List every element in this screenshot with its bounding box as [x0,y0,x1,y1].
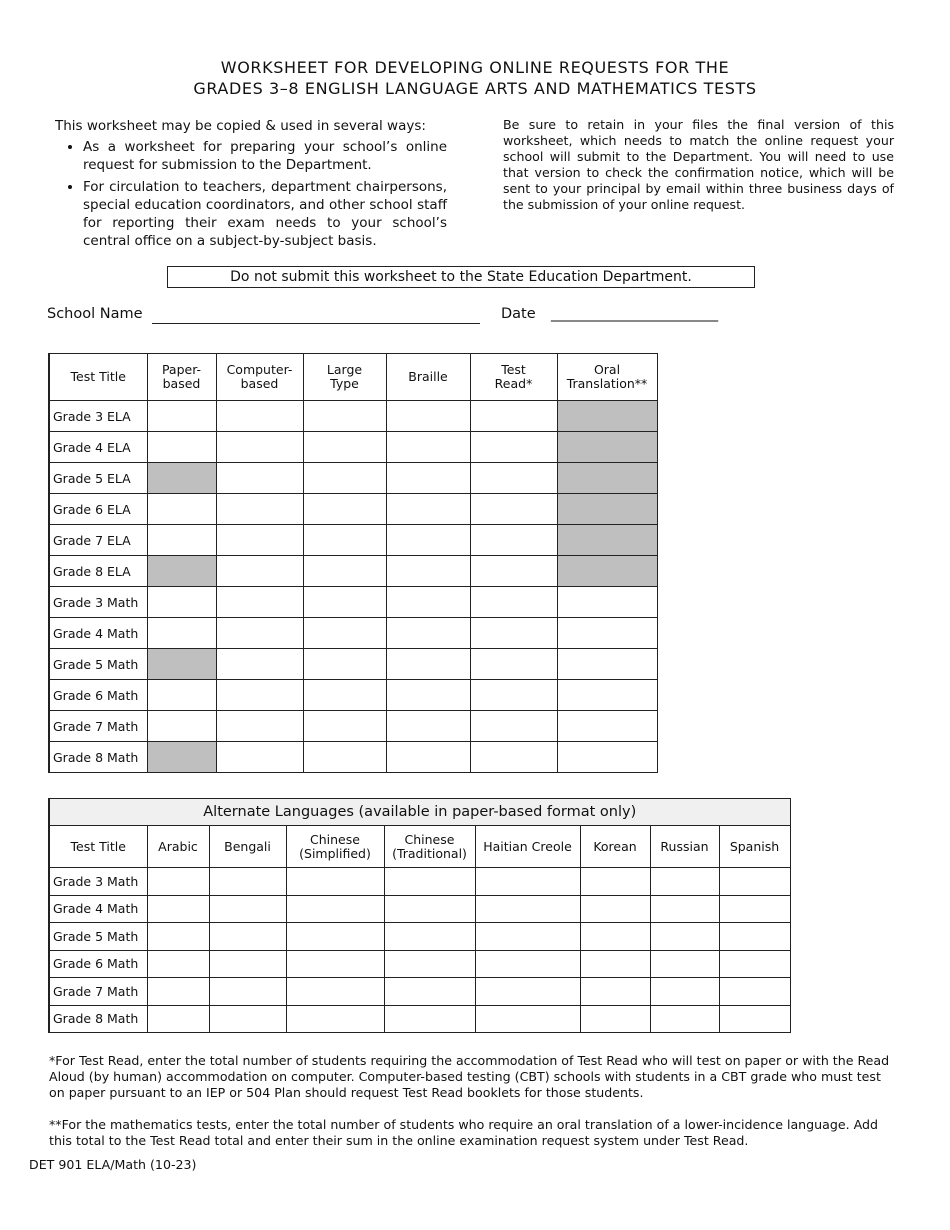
entry-cell[interactable] [719,868,790,896]
entry-cell[interactable] [216,711,303,742]
entry-cell[interactable] [386,494,470,525]
entry-cell[interactable] [386,463,470,494]
entry-cell[interactable] [470,463,557,494]
entry-cell[interactable] [475,923,580,951]
table-row [49,950,790,978]
entry-cell[interactable] [216,680,303,711]
entry-cell[interactable] [216,525,303,556]
entry-cell[interactable] [470,618,557,649]
entry-cell[interactable] [470,680,557,711]
entry-cell[interactable] [557,711,657,742]
entry-cell[interactable] [303,742,386,773]
entry-cell[interactable] [557,742,657,773]
do-not-submit-notice: Do not submit this worksheet to the State Education Department. [167,266,755,288]
table-row [49,711,657,742]
row-title: Grade 8 Math [49,1005,147,1033]
entry-cell[interactable] [386,742,470,773]
entry-cell[interactable] [286,950,384,978]
entry-cell[interactable] [475,950,580,978]
entry-cell[interactable] [470,525,557,556]
shaded-cell [147,649,216,680]
entry-cell[interactable] [303,401,386,432]
entry-cell[interactable] [147,1005,209,1033]
form-code: DET 901 ELA/Math (10-23) [29,1157,197,1172]
shaded-cell [557,432,657,463]
shaded-cell [557,401,657,432]
entry-cell[interactable] [470,401,557,432]
school-name-label: School Name [47,306,143,322]
worksheet-title [0,57,950,99]
entry-cell[interactable] [216,494,303,525]
entry-cell[interactable] [386,401,470,432]
entry-cell[interactable] [303,711,386,742]
table-row [49,742,657,773]
entry-cell[interactable] [303,680,386,711]
column-header: Test Title [49,826,147,868]
entry-cell[interactable] [557,649,657,680]
entry-cell[interactable] [147,432,216,463]
column-header: Paper- based [147,354,216,401]
table-row [49,556,657,587]
entry-cell[interactable] [580,978,650,1006]
entry-cell[interactable] [209,1005,286,1033]
row-title: Grade 5 ELA [49,463,147,494]
entry-cell[interactable] [470,649,557,680]
entry-cell[interactable] [386,680,470,711]
column-header: Braille [386,354,470,401]
table-row [49,978,790,1006]
row-title: Grade 3 Math [49,868,147,896]
column-header: Bengali [209,826,286,868]
entry-cell[interactable] [303,525,386,556]
row-title: Grade 7 ELA [49,525,147,556]
row-title: Grade 8 Math [49,742,147,773]
entry-cell[interactable] [719,895,790,923]
entry-cell[interactable] [286,895,384,923]
entry-cell[interactable] [147,950,209,978]
entry-cell[interactable] [470,587,557,618]
table-row [49,401,657,432]
table-row [49,494,657,525]
entry-cell[interactable] [580,868,650,896]
entry-cell[interactable] [147,401,216,432]
table-row [49,1005,790,1033]
table-row [49,525,657,556]
row-title: Grade 4 ELA [49,432,147,463]
entry-cell[interactable] [384,950,475,978]
column-header: Large Type [303,354,386,401]
entry-cell[interactable] [384,868,475,896]
entry-cell[interactable] [719,950,790,978]
table-header-row [49,354,657,401]
entry-cell[interactable] [650,978,719,1006]
column-header: Test Read* [470,354,557,401]
row-title: Grade 6 Math [49,680,147,711]
entry-cell[interactable] [209,978,286,1006]
column-header: Computer- based [216,354,303,401]
row-title: Grade 6 ELA [49,494,147,525]
row-title: Grade 6 Math [49,950,147,978]
table-row [49,432,657,463]
table-row [49,868,790,896]
entry-cell[interactable] [147,680,216,711]
row-title: Grade 4 Math [49,618,147,649]
entry-cell[interactable] [719,923,790,951]
entry-cell[interactable] [147,923,209,951]
entry-cell[interactable] [303,556,386,587]
test-request-table [48,353,658,773]
row-title: Grade 3 Math [49,587,147,618]
entry-cell[interactable] [286,923,384,951]
entry-cell[interactable] [216,649,303,680]
shaded-cell [147,556,216,587]
entry-cell[interactable] [147,618,216,649]
row-title: Grade 3 ELA [49,401,147,432]
entry-cell[interactable] [147,978,209,1006]
entry-cell[interactable] [216,463,303,494]
entry-cell[interactable] [147,525,216,556]
entry-cell[interactable] [557,680,657,711]
entry-cell[interactable] [650,895,719,923]
shaded-cell [557,525,657,556]
column-header: Test Title [49,354,147,401]
entry-cell[interactable] [216,432,303,463]
table-row [49,649,657,680]
entry-cell[interactable] [209,868,286,896]
column-header: Spanish [719,826,790,868]
entry-cell[interactable] [475,1005,580,1033]
entry-cell[interactable] [386,587,470,618]
intro-bullet: • For circulation to teachers, department chairpersons, special education coordinators, and other school staff for reporting their exam needs to your school’s central office on a subject-by-subject basis. [83,178,447,250]
entry-cell[interactable] [557,618,657,649]
column-header: Haitian Creole [475,826,580,868]
retain-note: Be sure to retain in your files the final version of this worksheet, which needs to match the online request your school will submit to the Department. You will need to use that version to check the confirmation notice, which will be sent to your principal by email within three business days of the submission of your online request. [503,117,894,212]
test-read-footnote: *For Test Read, enter the total number of students requiring the accommodation of Test Read who will test on paper or with the Read Aloud (by human) accommodation on computer. Computer-based testing (CBT) schools with students in a CBT grade who must test on paper pursuant to an IEP or 504 Plan should request Test Read booklets for those students. [49,1053,890,1100]
entry-cell[interactable] [209,950,286,978]
entry-cell[interactable] [475,978,580,1006]
entry-cell[interactable] [470,556,557,587]
title-line-1: WORKSHEET FOR DEVELOPING ONLINE REQUESTS FOR THE [220,58,730,77]
entry-cell[interactable] [147,868,209,896]
entry-cell[interactable] [384,923,475,951]
entry-cell[interactable] [216,587,303,618]
entry-cell[interactable] [386,525,470,556]
entry-cell[interactable] [303,618,386,649]
entry-cell[interactable] [216,556,303,587]
entry-cell[interactable] [216,401,303,432]
entry-cell[interactable] [386,649,470,680]
entry-cell[interactable] [303,587,386,618]
column-header: Chinese (Simplified) [286,826,384,868]
column-header: Arabic [147,826,209,868]
entry-cell[interactable] [470,494,557,525]
table-row [49,895,790,923]
entry-cell[interactable] [650,923,719,951]
entry-cell[interactable] [303,649,386,680]
entry-cell[interactable] [475,895,580,923]
entry-cell[interactable] [719,1005,790,1033]
entry-cell[interactable] [303,463,386,494]
entry-cell[interactable] [384,895,475,923]
column-header: Russian [650,826,719,868]
alternate-languages-table [48,798,791,1033]
entry-cell[interactable] [386,618,470,649]
title-line-2: GRADES 3–8 ENGLISH LANGUAGE ARTS AND MATHEMATICS TESTS [193,79,757,98]
entry-cell[interactable] [386,432,470,463]
entry-cell[interactable] [557,587,657,618]
entry-cell[interactable] [147,711,216,742]
entry-cell[interactable] [650,868,719,896]
table-row [49,923,790,951]
entry-cell[interactable] [470,432,557,463]
entry-cell[interactable] [650,950,719,978]
entry-cell[interactable] [386,711,470,742]
entry-cell[interactable] [384,1005,475,1033]
entry-cell[interactable] [216,742,303,773]
entry-cell[interactable] [580,923,650,951]
entry-cell[interactable] [470,742,557,773]
table-row [49,680,657,711]
row-title: Grade 7 Math [49,978,147,1006]
entry-cell[interactable] [384,978,475,1006]
column-header: Oral Translation** [557,354,657,401]
entry-cell[interactable] [286,978,384,1006]
entry-cell[interactable] [475,868,580,896]
row-title: Grade 5 Math [49,649,147,680]
entry-cell[interactable] [650,1005,719,1033]
column-header: Chinese (Traditional) [384,826,475,868]
school-name-field[interactable] [152,306,480,324]
intro-block [55,117,447,254]
table-header-row [49,826,790,868]
entry-cell[interactable] [209,895,286,923]
shaded-cell [557,463,657,494]
table-row [49,618,657,649]
entry-cell[interactable] [286,868,384,896]
table-row [49,463,657,494]
entry-cell[interactable] [216,618,303,649]
entry-cell[interactable] [303,494,386,525]
entry-cell[interactable] [147,494,216,525]
entry-cell[interactable] [470,711,557,742]
date-label: Date [501,306,536,322]
entry-cell[interactable] [147,895,209,923]
entry-cell[interactable] [719,978,790,1006]
alternate-languages-caption: Alternate Languages (available in paper-based format only) [49,799,790,826]
intro-list [55,138,447,250]
entry-cell[interactable] [209,923,286,951]
column-header: Korean [580,826,650,868]
row-title: Grade 8 ELA [49,556,147,587]
shaded-cell [557,556,657,587]
intro-bullet: • As a worksheet for preparing your school’s online request for submission to the Department. [83,138,447,174]
shaded-cell [147,463,216,494]
entry-cell[interactable] [580,895,650,923]
intro-lead: This worksheet may be copied & used in several ways: [55,118,426,134]
row-title: Grade 4 Math [49,895,147,923]
row-title: Grade 7 Math [49,711,147,742]
entry-cell[interactable] [580,1005,650,1033]
entry-cell[interactable] [580,950,650,978]
shaded-cell [557,494,657,525]
entry-cell[interactable] [286,1005,384,1033]
date-field[interactable]: ________________________ [551,306,718,322]
oral-translation-footnote: **For the mathematics tests, enter the total number of students who require an oral translation of a lower-incidence language. Add this total to the Test Read total and enter their sum in the online examination request system under Test Read. [49,1117,878,1148]
row-title: Grade 5 Math [49,923,147,951]
entry-cell[interactable] [147,587,216,618]
entry-cell[interactable] [303,432,386,463]
entry-cell[interactable] [386,556,470,587]
table-row [49,587,657,618]
shaded-cell [147,742,216,773]
